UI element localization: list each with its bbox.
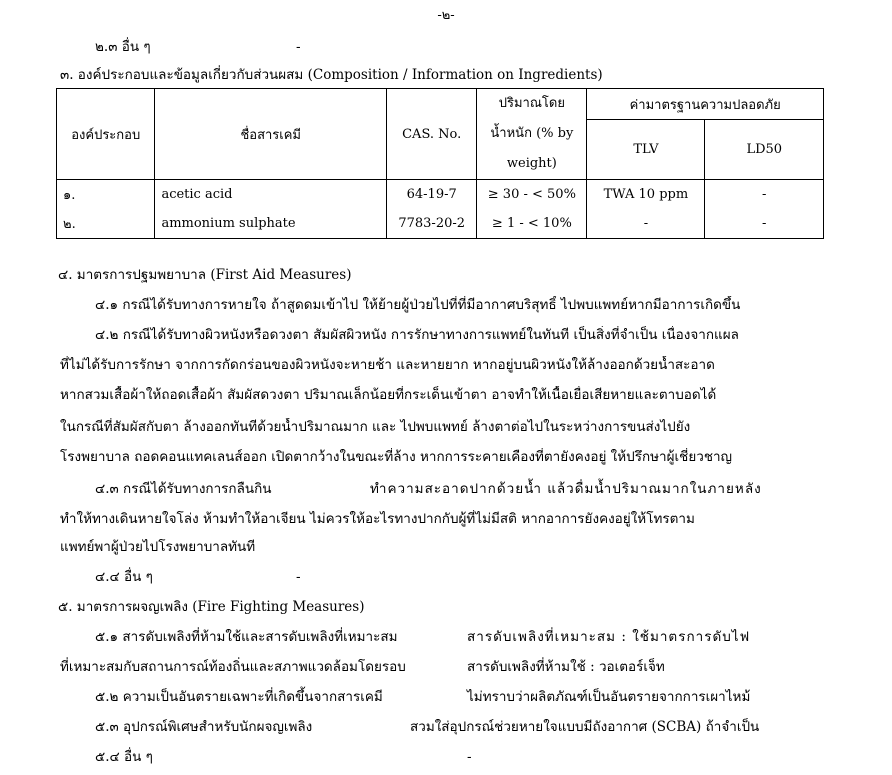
fire-5-1-value: สารดับเพลิงที่เหมาะสม : ใช้มาตรการดับไฟ <box>467 629 751 645</box>
first-aid-4-3-label: ๔.๓ กรณีได้รับทางการกลืนกิน <box>95 481 272 497</box>
first-aid-line-8: ทำให้ทางเดินหายใจโล่ง ห้ามทำให้อาเจียน ไม่ควรให้อะไรทางปากกับผู้ที่ไม่มีสติ หากอาการยังคงอยู่ให้โทรตาม <box>60 511 695 527</box>
cell-weight: ≥ 1 - < 10% <box>477 209 587 239</box>
cell-no: ๑. <box>57 180 155 210</box>
first-aid-4-4-label: ๔.๔ อื่น ๆ <box>95 569 153 585</box>
first-aid-line-4: หากสวมเสื้อผ้าให้ถอดเสื้อผ้า สัมผัสดวงตา ปริมาณเล็กน้อยที่กระเด็นเข้าตา อาจทำให้เนื้อเยื่อเสียหายและตาบอดได้ <box>60 387 717 403</box>
first-aid-line-5: ในกรณีที่สัมผัสกับตา ล้างออกทันทีด้วยน้ำปริมาณมาก และ ไปพบแพทย์ ล้างตาต่อไปในระหว่างการขนส่งไปยัง <box>60 419 691 435</box>
first-aid-line-1: ๔.๑ กรณีได้รับทางการหายใจ ถ้าสูดดมเข้าไป ให้ย้ายผู้ป่วยไปที่ที่มีอากาศบริสุทธิ์ ไปพบแพทย์หากมีอาการเกิดขึ้น <box>95 297 741 313</box>
cell-name: acetic acid <box>155 180 387 210</box>
cell-tlv: TWA 10 ppm <box>587 180 705 210</box>
section-2-3-label: ๒.๓ อื่น ๆ <box>95 39 151 55</box>
header-chemical-name: ชื่อสารเคมี <box>155 89 387 180</box>
cell-cas: 64-19-7 <box>387 180 477 210</box>
cell-no: ๒. <box>57 209 155 239</box>
fire-5-4-value: - <box>467 749 472 765</box>
first-aid-4-4-value: - <box>296 569 301 585</box>
cell-tlv: - <box>587 209 705 239</box>
composition-table <box>56 88 824 239</box>
first-aid-line-9: แพทย์พาผู้ป่วยไปโรงพยาบาลทันที <box>60 539 256 555</box>
header-cas-no: CAS. No. <box>387 89 477 180</box>
header-component: องค์ประกอบ <box>57 89 155 180</box>
fire-5-3-label: ๕.๓ อุปกรณ์พิเศษสำหรับนักผจญเพลิง <box>95 719 313 735</box>
cell-ld50: - <box>705 209 824 239</box>
fire-5-1-cont-right: สารดับเพลิงที่ห้ามใช้ : วอเตอร์เจ็ท <box>467 659 665 675</box>
section-2-3-value: - <box>296 39 301 55</box>
fire-5-4-label: ๕.๔ อื่น ๆ <box>95 749 153 765</box>
first-aid-4-3-value: ทำความสะอาดปากด้วยน้ำ แล้วดื่มน้ำปริมาณมากในภายหลัง <box>370 481 762 497</box>
section-4-heading: ๔. มาตรการปฐมพยาบาล (First Aid Measures) <box>58 267 352 283</box>
fire-5-1-label: ๕.๑ สารดับเพลิงที่ห้ามใช้และสารดับเพลิงที่เหมาะสม <box>95 629 398 645</box>
table-row <box>57 180 824 210</box>
header-weight <box>477 89 587 180</box>
fire-5-3-value: สวมใส่อุปกรณ์ช่วยหายใจแบบมีถังอากาศ (SCBA) ถ้าจำเป็น <box>410 719 760 735</box>
first-aid-line-3: ที่ไม่ได้รับการรักษา จากการกัดกร่อนของผิวหนังจะหายช้า และหายยาก หากอยู่บนผิวหนังให้ล้างออกด้วยน้ำสะอาด <box>60 357 715 373</box>
cell-weight: ≥ 30 - < 50% <box>477 180 587 210</box>
header-tlv: TLV <box>587 120 705 180</box>
header-ld50: LD50 <box>705 120 824 180</box>
header-weight-line1: ปริมาณโดย <box>498 96 565 111</box>
section-3-heading: ๓. องค์ประกอบและข้อมูลเกี่ยวกับส่วนผสม (Composition / Information on Ingredients) <box>60 67 603 83</box>
first-aid-line-6: โรงพยาบาล ถอดคอนแทคเลนส์ออก เปิดตากว้างในขณะที่ล้าง หากการระคายเคืองที่ตายังคงอยู่ ให้ปรึกษาผู้เชี่ยวชาญ <box>60 449 733 465</box>
cell-name: ammonium sulphate <box>155 209 387 239</box>
fire-5-1-cont-left: ที่เหมาะสมกับสถานการณ์ท้องถิ่นและสภาพแวดล้อมโดยรอบ <box>60 659 406 675</box>
header-safety-standard: ค่ามาตรฐานความปลอดภัย <box>587 89 824 120</box>
fire-5-2-label: ๕.๒ ความเป็นอันตรายเฉพาะที่เกิดขึ้นจากสารเคมี <box>95 689 383 705</box>
header-weight-line3: weight) <box>506 156 557 171</box>
first-aid-line-2: ๔.๒ กรณีได้รับทางผิวหนังหรือดวงตา สัมผัสผิวหนัง การรักษาทางการแพทย์ในทันที เป็นสิ่งที่จำเป็น เนื่องจากแผล <box>95 327 739 343</box>
table-row <box>57 209 824 239</box>
cell-cas: 7783-20-2 <box>387 209 477 239</box>
header-weight-line2: น้ำหนัก (% by <box>490 126 574 141</box>
section-5-heading: ๕. มาตรการผจญเพลิง (Fire Fighting Measures) <box>58 599 365 615</box>
page-number: -๒- <box>437 8 455 23</box>
cell-ld50: - <box>705 180 824 210</box>
fire-5-2-value: ไม่ทราบว่าผลิตภัณฑ์เป็นอันตรายจากการเผาไหม้ <box>467 689 751 705</box>
